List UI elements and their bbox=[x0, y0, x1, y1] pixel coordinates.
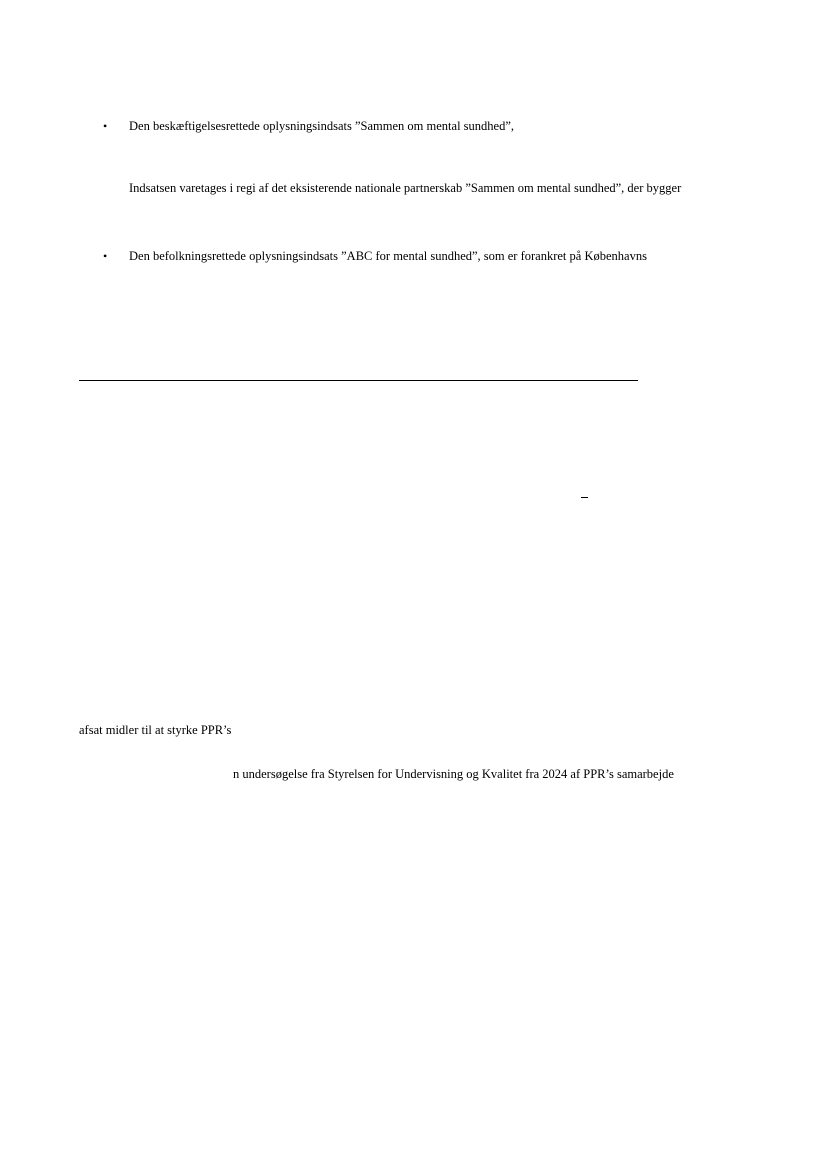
bullet-item-employment-campaign: Den beskæftigelsesrettede oplysningsindsats ”Sammen om mental sundhed”, bbox=[129, 119, 514, 133]
dash-mark bbox=[581, 497, 588, 498]
bullet-symbol-1: • bbox=[103, 119, 108, 133]
footnote-separator-rule bbox=[79, 380, 638, 381]
indented-paragraph: Indsatsen varetages i regi af det eksisterende nationale partnerskab ”Sammen om mental sundhed”, der bygger bbox=[129, 181, 682, 195]
bullet-symbol-2: • bbox=[103, 249, 108, 263]
paragraph-ppr-funding: afsat midler til at styrke PPR’s bbox=[79, 723, 232, 737]
bullet-item-abc-campaign: Den befolkningsrettede oplysningsindsats ”ABC for mental sundhed”, som er forankret på Københavns bbox=[129, 249, 647, 263]
paragraph-ppr-study: n undersøgelse fra Styrelsen for Undervisning og Kvalitet fra 2024 af PPR’s samarbejde bbox=[233, 767, 674, 781]
